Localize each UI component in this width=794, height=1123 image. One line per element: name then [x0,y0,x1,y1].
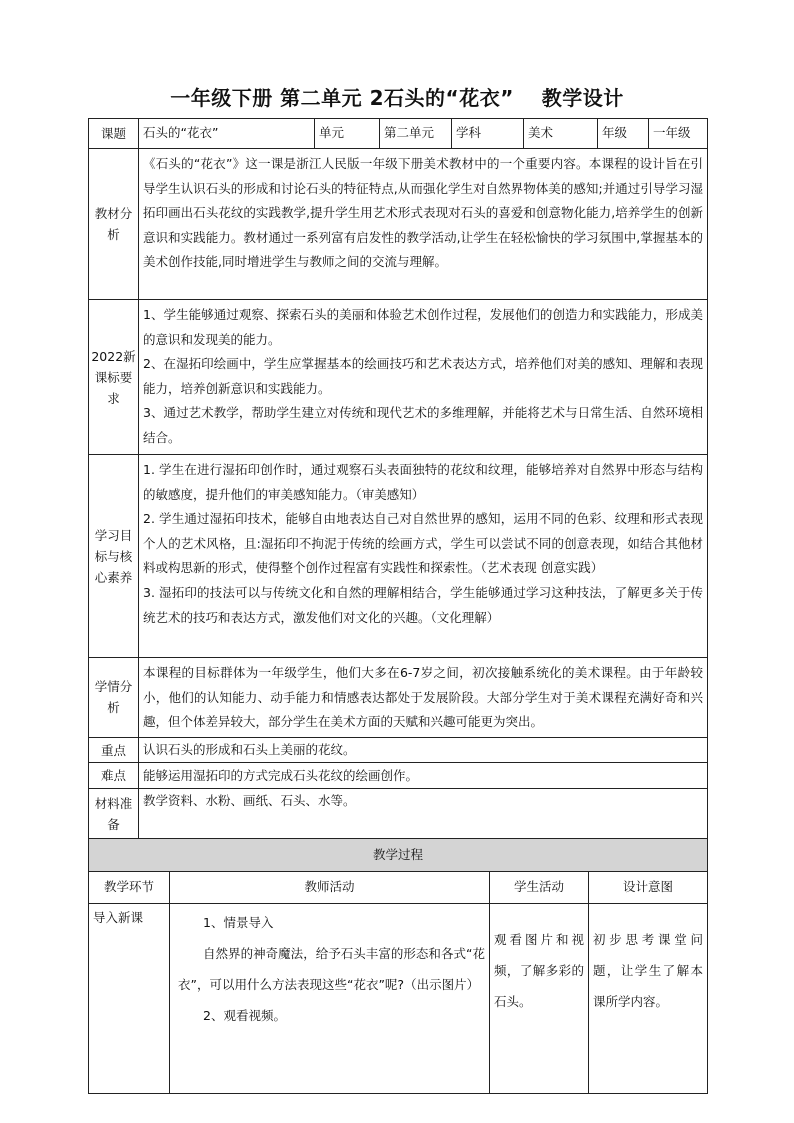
standard-item: 1、学生能够通过观察、探索石头的美丽和体验艺术创作过程，发展他们的创造力和实践能力，形成美的意识和发现美的能力。 [143,307,703,347]
subject-value: 美术 [524,119,598,149]
standard-text [139,300,708,455]
student-cell: 观看图片和视频，了解多彩的石头。 [490,904,589,1094]
key-point-row [89,737,708,763]
goals-item: 1. 学生在进行湿拓印创作时，通过观察石头表面独特的花纹和纹理，能够培养对自然界中形态与结构的敏感度，提升他们的审美感知能力。（审美感知） [143,462,703,502]
process-header-row [89,839,708,872]
key-point-label: 重点 [89,737,139,763]
materials-label: 材料准备 [89,789,139,840]
difficulty-text: 能够运用湿拓印的方式完成石头花纹的绘画创作。 [139,763,708,789]
learner-paragraph: 本课程的目标群体为一年级学生，他们大多在6-7岁之间，初次接触系统化的美术课程。由于年龄较小，他们的认知能力、动手能力和情感表达都处于发展阶段。大部分学生对于美术课程充满好奇和兴趣，但个体差异较大，部分学生在美术方面的天赋和兴趣可能更为突出。 [143,665,703,730]
analysis-label: 教材分析 [89,149,139,300]
grade-label: 年级 [598,119,649,149]
column-teacher: 教师活动 [170,872,490,904]
teacher-step: 自然界的神奇魔法，给予石头丰富的形态和各式“花衣”，可以用什么方法表现这些“花衣”呢?（出示图片） [178,946,485,992]
materials-row [89,789,708,840]
difficulty-row [89,763,708,789]
lesson-info-table [88,118,708,840]
grade-value: 一年级 [649,119,708,149]
process-columns-row [89,872,708,904]
column-student: 学生活动 [490,872,589,904]
goals-item: 2. 学生通过湿拓印技术，能够自由地表达自己对自然世界的感知，运用不同的色彩、纹理和形式表现个人的艺术风格，且:湿拓印不拘泥于传统的绘画方式，学生可以尝试不同的创意表现，如结合其他材料或构思新的形式，使得整个创作过程富有实践性和探索性。（艺术表现 创意实践） [143,511,703,576]
difficulty-label: 难点 [89,763,139,789]
page-title: 一年级下册 第二单元 2石头的“花衣” 教学设计 [170,86,624,110]
materials-text: 教学资料、水粉、画纸、石头、水等。 [139,789,708,840]
column-intent: 设计意图 [589,872,708,904]
standard-item: 3、通过艺术教学，帮助学生建立对传统和现代艺术的多维理解，并能将艺术与日常生活、自然环境相结合。 [143,405,703,445]
standard-row [89,300,708,455]
teacher-step: 2、观看视频。 [203,1008,286,1023]
analysis-row [89,149,708,300]
unit-label: 单元 [315,119,380,149]
process-table [88,838,708,1094]
learner-row [89,658,708,738]
standard-label: 2022新课标要求 [89,300,139,455]
subject-label: 学科 [452,119,524,149]
info-row [89,119,708,149]
course-label: 课题 [89,119,139,149]
analysis-paragraph: 《石头的“花衣”》这一课是浙江人民版一年级下册美术教材中的一个重要内容。本课程的设计旨在引导学生认识石头的形成和讨论石头的特征特点,从而强化学生对自然界物体美的感知;并通过引导学习湿拓印画出石头花纹的实践教学,提升学生用艺术形式表现对石头的喜爱和创意物化能力,培养学生的创新意识和实践能力。教材通过一系列富有启发性的教学活动,让学生在轻松愉快的学习氛围中,掌握基本的美术创作技能,同时增进学生与教师之间的交流与理解。 [143,156,703,270]
standard-item: 2、在湿拓印绘画中，学生应掌握基本的绘画技巧和艺术表达方式，培养他们对美的感知、理解和表现能力，培养创新意识和实践能力。 [143,356,703,396]
stage-cell: 导入新课 [89,904,170,1094]
learner-text [139,658,708,738]
intent-cell: 初步思考课堂问题，让学生了解本课所学内容。 [589,904,708,1094]
course-value: 石头的“花衣” [139,119,315,149]
process-header: 教学过程 [89,839,708,872]
goals-text [139,455,708,658]
key-point-text: 认识石头的形成和石头上美丽的花纹。 [139,737,708,763]
teacher-step: 1、情景导入 [203,915,274,930]
column-stage: 教学环节 [89,872,170,904]
teacher-cell [170,904,490,1094]
learner-label: 学情分析 [89,658,139,738]
process-row [89,904,708,1094]
analysis-text [139,149,708,300]
goals-row [89,455,708,658]
goals-label: 学习目标与核心素养 [89,455,139,658]
goals-item: 3. 湿拓印的技法可以与传统文化和自然的理解相结合，学生能够通过学习这种技法，了解更多关于传统艺术的技巧和表达方式，激发他们对文化的兴趣。（文化理解） [143,584,703,625]
unit-value: 第二单元 [380,119,452,149]
